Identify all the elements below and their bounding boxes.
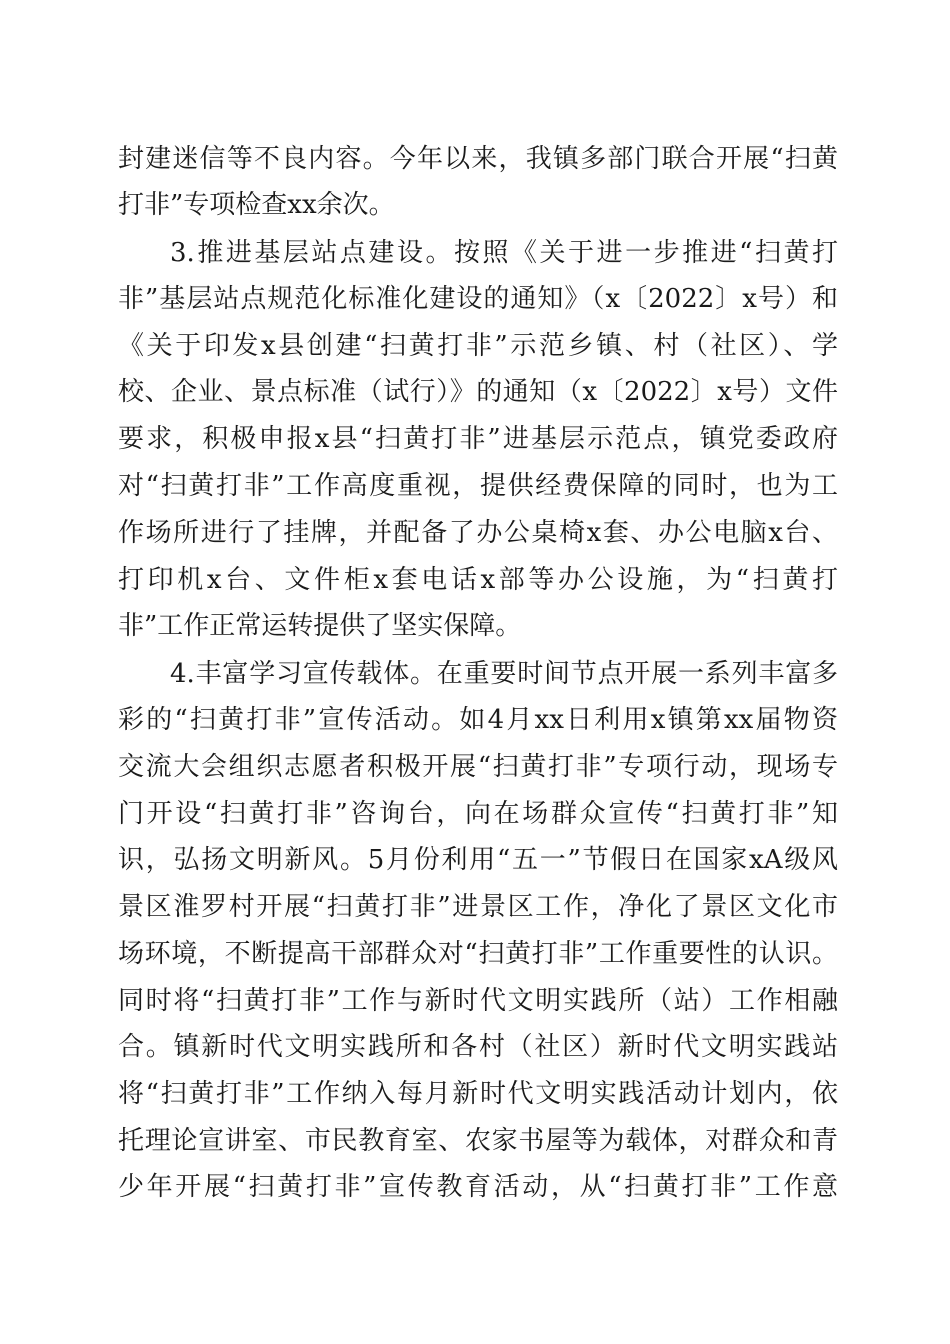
paragraph-3-heading-line: 3.推进基层站点建设。按照《关于进一步推进“扫黄打	[170, 238, 838, 268]
text-line: 作场所进行了挂牌，并配备了办公桌椅x套、办公电脑x台、	[118, 518, 838, 548]
text-line: 交流大会组织志愿者积极开展“扫黄打非”专项行动，现场专	[118, 752, 838, 782]
paragraph-4-heading-line: 4.丰富学习宣传载体。在重要时间节点开展一系列丰富多	[170, 659, 838, 689]
text-line: 彩的“扫黄打非”宣传活动。如4月xx日利用x镇第xx届物资	[118, 705, 838, 735]
text-line: 景区淮罗村开展“扫黄打非”进景区工作，净化了景区文化市	[118, 892, 838, 922]
text-line: 托理论宣讲室、市民教育室、农家书屋等为载体，对群众和青	[118, 1126, 838, 1156]
text-line: 打印机x台、文件柜x套电话x部等办公设施，为“扫黄打	[118, 565, 838, 595]
text-line: 非”工作正常运转提供了坚实保障。	[118, 611, 522, 641]
text-line: 《关于印发x县创建“扫黄打非”示范乡镇、村（社区）、学	[118, 331, 838, 361]
text-line: 非”基层站点规范化标准化建设的通知》（x〔2022〕x号）和	[118, 284, 838, 314]
text-line: 打非”专项检查xx余次。	[118, 190, 395, 220]
text-line: 门开设“扫黄打非”咨询台，向在场群众宣传“扫黄打非”知	[118, 799, 838, 829]
text-line: 将“扫黄打非”工作纳入每月新时代文明实践活动计划内，依	[118, 1079, 838, 1109]
text-line: 同时将“扫黄打非”工作与新时代文明实践所（站）工作相融	[118, 986, 838, 1016]
text-line: 封建迷信等不良内容。今年以来，我镇多部门联合开展“扫黄	[118, 144, 838, 174]
text-line: 少年开展“扫黄打非”宣传教育活动，从“扫黄打非”工作意	[118, 1172, 838, 1202]
text-line: 场环境，不断提高干部群众对“扫黄打非”工作重要性的认识。	[118, 939, 838, 969]
text-line: 校、企业、景点标准（试行）》的通知（x〔2022〕x号）文件	[118, 377, 838, 407]
text-line: 识，弘扬文明新风。5月份利用“五一”节假日在国家xA级风	[118, 845, 838, 875]
text-line: 要求，积极申报x县“扫黄打非”进基层示范点，镇党委政府	[118, 424, 838, 454]
text-line: 合。镇新时代文明实践所和各村（社区）新时代文明实践站	[118, 1032, 838, 1062]
text-line: 对“扫黄打非”工作高度重视，提供经费保障的同时，也为工	[118, 471, 838, 501]
